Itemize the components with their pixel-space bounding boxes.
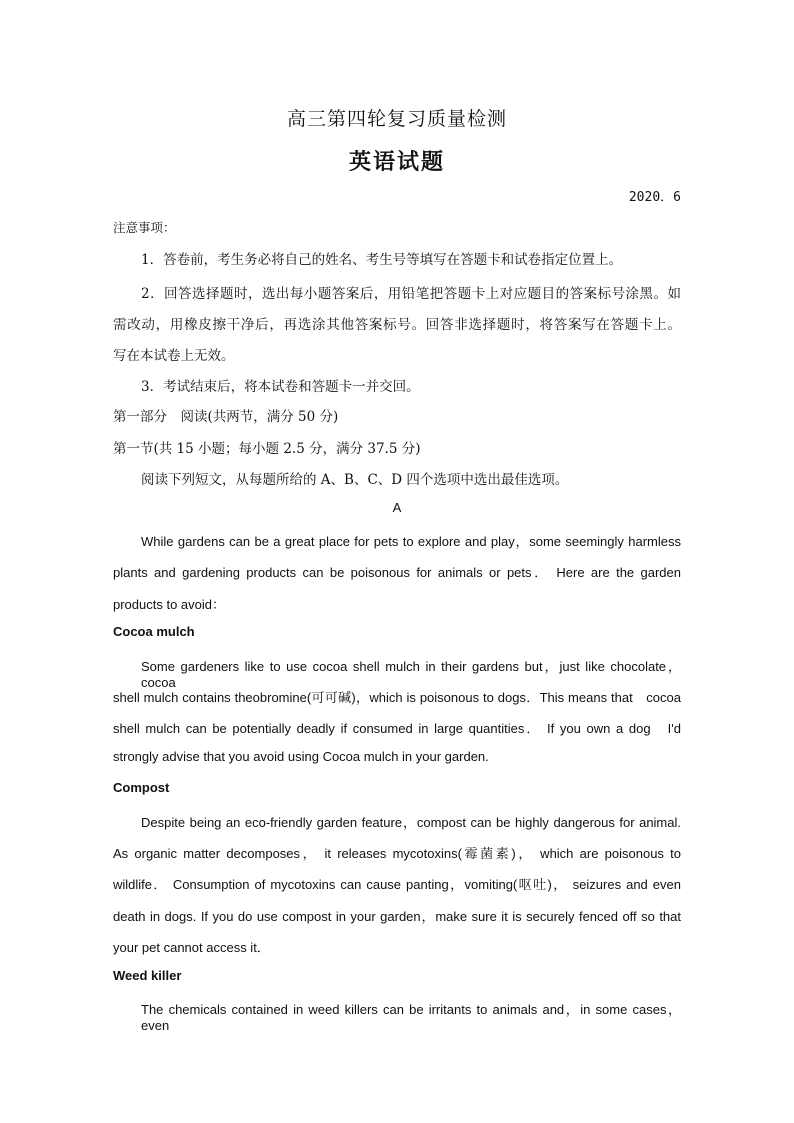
compost-paragraph-line: death in dogs. If you do use compost in your garden，make sure it is securely fenced off so that xyxy=(113,909,681,924)
instruction-1: 1．答卷前，考生务必将自己的姓名、考生号等填写在答题卡和试卷指定位置上。 xyxy=(141,252,623,268)
instruction-2-end: 写在本试卷上无效。 xyxy=(113,348,235,364)
cocoa-paragraph-line: shell mulch can be potentially deadly if consumed in large quantities． If you own a dog I'd xyxy=(113,721,681,736)
subject-title: 英语试题 xyxy=(348,149,445,175)
weed-paragraph-line: The chemicals contained in weed killers can be irritants to animals and，in some cases，even xyxy=(141,1002,681,1033)
reading-direction: 阅读下列短文，从每题所给的 A、B、C、D 四个选项中选出最佳选项。 xyxy=(141,472,569,488)
exam-date: 2020．6 xyxy=(628,190,681,205)
instruction-2-cont: 需改动，用橡皮擦干净后，再选涂其他答案标号。回答非选择题时，将答案写在答题卡上。 xyxy=(113,317,681,333)
heading-cocoa-mulch: Cocoa mulch xyxy=(113,624,195,639)
cocoa-paragraph-line: shell mulch contains theobromine(可可碱)，which is poisonous to dogs．This means that cocoa xyxy=(113,690,681,705)
passage-intro-line: products to avoid： xyxy=(113,597,226,612)
passage-intro-line: While gardens can be a great place for pets to explore and play，some seemingly harmless xyxy=(141,534,681,549)
compost-paragraph-line: As organic matter decomposes， it releases mycotoxins(霉菌素)， which are poisonous to xyxy=(113,846,681,861)
cocoa-paragraph-line: strongly advise that you avoid using Cocoa mulch in your garden. xyxy=(113,749,489,764)
instructions-heading: 注意事项： xyxy=(113,220,176,235)
passage-label: A xyxy=(392,500,402,515)
instruction-2: 2．回答选择题时，选出每小题答案后，用铅笔把答题卡上对应题目的答案标号涂黑。如 xyxy=(141,286,681,302)
part1-title: 第一部分 阅读(共两节，满分 50 分) xyxy=(113,409,339,425)
exam-title: 高三第四轮复习质量检测 xyxy=(286,108,507,130)
passage-intro-line: plants and gardening products can be poisonous for animals or pets． Here are the garden xyxy=(113,565,681,580)
cocoa-paragraph-line: Some gardeners like to use cocoa shell mulch in their gardens but，just like chocolate，cocoa xyxy=(141,659,681,690)
compost-paragraph-line: your pet cannot access it． xyxy=(113,940,270,955)
instruction-3: 3．考试结束后，将本试卷和答题卡一并交回。 xyxy=(141,379,420,395)
compost-paragraph-line: wildlife． Consumption of mycotoxins can cause panting，vomiting(呕吐)， seizures and even xyxy=(113,877,681,892)
heading-weed-killer: Weed killer xyxy=(113,968,182,983)
section1-title: 第一节(共 15 小题；每小题 2.5 分，满分 37.5 分) xyxy=(113,441,421,457)
heading-compost: Compost xyxy=(113,780,170,795)
compost-paragraph-line: Despite being an eco-friendly garden feature，compost can be highly dangerous for animal. xyxy=(141,815,681,830)
